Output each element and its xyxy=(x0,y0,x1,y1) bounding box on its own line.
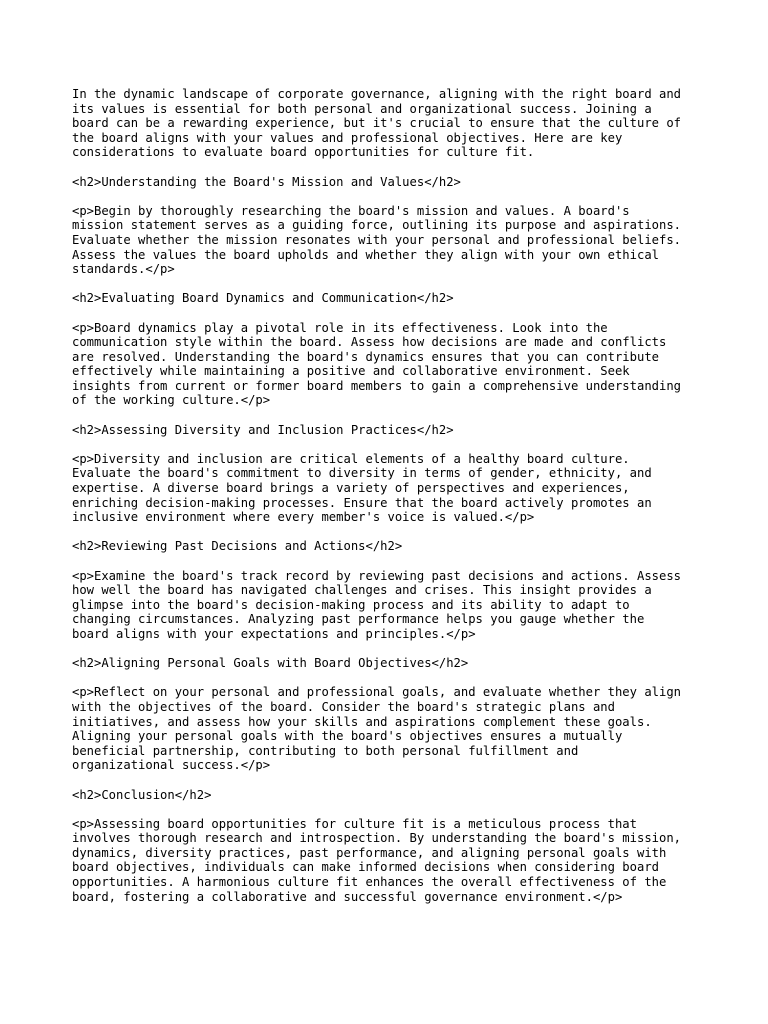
section-heading-text xyxy=(72,656,712,671)
text-line: board objectives, individuals can make informed decisions when considering board xyxy=(72,860,659,875)
paragraph xyxy=(72,321,712,409)
text-line: Evaluate whether the mission resonates with your personal and professional beliefs. xyxy=(72,232,682,247)
section-heading-text xyxy=(72,175,712,190)
text-line: <p>Diversity and inclusion are critical elements of a healthy board culture. xyxy=(72,451,630,466)
text-line: changing circumstances. Analyzing past performance helps you gauge whether the xyxy=(72,612,645,627)
paragraph xyxy=(72,685,712,773)
text-line: <p>Begin by thoroughly researching the board's mission and values. A board's xyxy=(72,203,630,218)
text-line: are resolved. Understanding the board's dynamics ensures that you can contribute xyxy=(72,349,659,364)
text-line: initiatives, and assess how your skills and aspirations complement these goals. xyxy=(72,714,652,729)
text-line: <p>Board dynamics play a pivotal role in its effectiveness. Look into the xyxy=(72,320,608,335)
text-line: inclusive environment where every member's voice is valued.</p> xyxy=(72,510,535,525)
text-line: with the objectives of the board. Consider the board's strategic plans and xyxy=(72,699,615,714)
document-page xyxy=(72,87,712,919)
text-line: the board aligns with your values and professional objectives. Here are key xyxy=(72,130,623,145)
text-line: involves thorough research and introspection. By understanding the board's mission, xyxy=(72,831,682,846)
paragraph xyxy=(72,204,712,277)
text-line: <h2>Reviewing Past Decisions and Actions</h2> xyxy=(72,539,403,554)
text-line: <h2>Aligning Personal Goals with Board Objectives</h2> xyxy=(72,656,469,671)
text-line: expertise. A diverse board brings a variety of perspectives and experiences, xyxy=(72,481,630,496)
text-line: mission statement serves as a guiding force, outlining its purpose and aspirations. xyxy=(72,218,682,233)
text-line: <p>Examine the board's track record by reviewing past decisions and actions. Assess xyxy=(72,568,682,583)
text-line: <p>Assessing board opportunities for culture fit is a meticulous process that xyxy=(72,816,637,831)
text-line: effectively while maintaining a positive and collaborative environment. Seek xyxy=(72,364,630,379)
text-line: board can be a rewarding experience, but it's crucial to ensure that the culture of xyxy=(72,116,682,131)
text-line: Aligning your personal goals with the board's objectives ensures a mutually xyxy=(72,729,623,744)
text-line: <h2>Assessing Diversity and Inclusion Practices</h2> xyxy=(72,422,454,437)
section-heading-text xyxy=(72,291,712,306)
text-line: how well the board has navigated challenges and crises. This insight provides a xyxy=(72,583,652,598)
text-line: insights from current or former board members to gain a comprehensive understanding xyxy=(72,378,682,393)
text-line: of the working culture.</p> xyxy=(72,393,271,408)
paragraph xyxy=(72,569,712,642)
text-line: beneficial partnership, contributing to both personal fulfillment and xyxy=(72,743,579,758)
section-heading-text xyxy=(72,423,712,438)
text-line: organizational success.</p> xyxy=(72,758,271,773)
paragraph xyxy=(72,817,712,905)
section-heading-text xyxy=(72,539,712,554)
paragraph xyxy=(72,87,712,160)
document-body xyxy=(72,87,712,904)
text-line: communication style within the board. Assess how decisions are made and conflicts xyxy=(72,335,667,350)
text-line: its values is essential for both personal and organizational success. Joining a xyxy=(72,101,652,116)
text-line: considerations to evaluate board opportunities for culture fit. xyxy=(72,145,535,160)
paragraph xyxy=(72,452,712,525)
text-line: <h2>Understanding the Board's Mission and Values</h2> xyxy=(72,174,461,189)
text-line: board aligns with your expectations and principles.</p> xyxy=(72,626,476,641)
text-line: In the dynamic landscape of corporate governance, aligning with the right board and xyxy=(72,87,682,101)
text-line: Assess the values the board upholds and whether they align with your own ethical xyxy=(72,247,659,262)
section-heading-text xyxy=(72,788,712,803)
text-line: <h2>Conclusion</h2> xyxy=(72,787,212,802)
text-line: Evaluate the board's commitment to diversity in terms of gender, ethnicity, and xyxy=(72,466,652,481)
text-line: dynamics, diversity practices, past performance, and aligning personal goals with xyxy=(72,845,667,860)
text-line: enriching decision-making processes. Ensure that the board actively promotes an xyxy=(72,495,652,510)
text-line: <h2>Evaluating Board Dynamics and Communication</h2> xyxy=(72,291,454,306)
text-line: board, fostering a collaborative and successful governance environment.</p> xyxy=(72,889,623,904)
text-line: glimpse into the board's decision-making process and its ability to adapt to xyxy=(72,597,630,612)
text-line: opportunities. A harmonious culture fit enhances the overall effectiveness of the xyxy=(72,875,667,890)
text-line: <p>Reflect on your personal and professional goals, and evaluate whether they align xyxy=(72,685,682,700)
text-line: standards.</p> xyxy=(72,262,175,277)
